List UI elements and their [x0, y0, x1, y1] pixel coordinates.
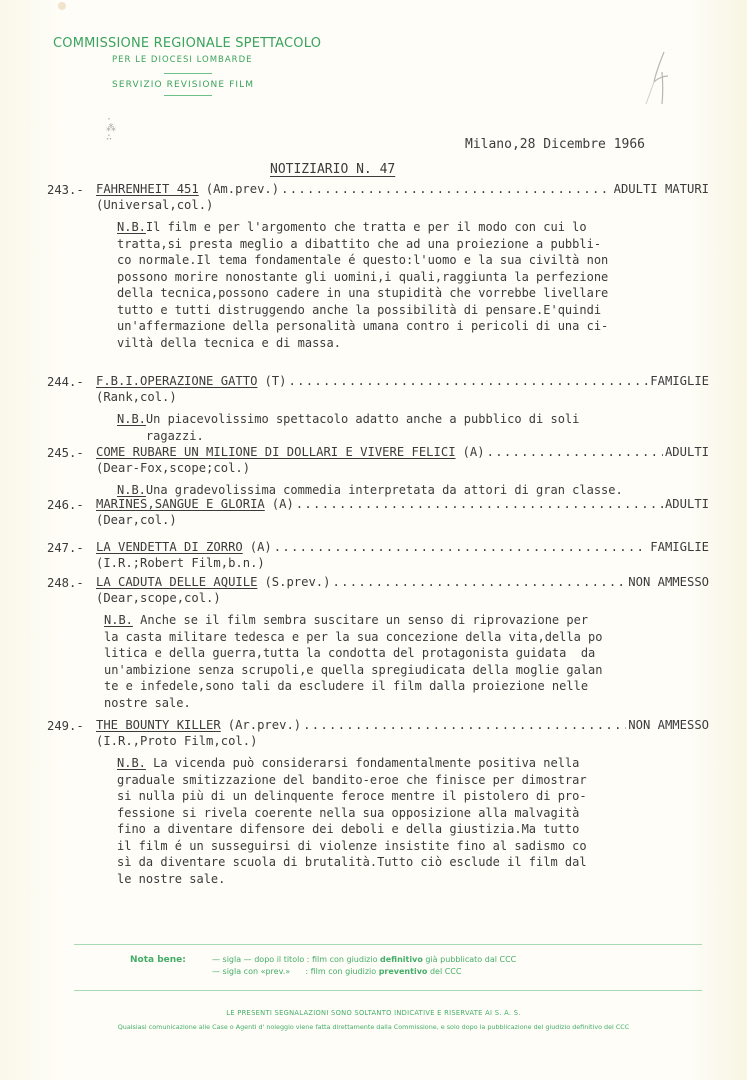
nb-line: litica e della guerra,tutta la condotta del protagonista guidata da — [104, 646, 596, 660]
classification-tag: (A) — [462, 445, 485, 459]
film-title: LA VENDETTA DI ZORRO — [96, 540, 243, 554]
footer-notice: LE PRESENTI SEGNALAZIONI SONO SOLTANTO INDICATIVE E RISERVATE AI S. A. S. — [226, 1009, 521, 1017]
entry-number: 249.- — [47, 719, 84, 733]
film-rating: ADULTI — [664, 497, 709, 511]
footer-divider — [74, 990, 702, 991]
film-rating: FAMIGLIE — [650, 540, 709, 554]
film-rating: ADULTI — [664, 445, 709, 459]
nb-line: nostre sale. — [104, 695, 191, 710]
nb-line: la casta militare tedesca e per la sua concezione della vita,della po — [104, 629, 603, 644]
nb-line: fessione si rivela coerente nella sua opposizione alla malvagità — [117, 805, 580, 820]
footer-divider — [74, 944, 702, 945]
nb-line: Una gradevolissima commedia interpretata da attori di gran classe. — [145, 483, 623, 497]
nb-line: il film é un susseguirsi di violenze insistite fino al sadismo co — [117, 838, 587, 853]
nb-line: un'affermazione della personalità umana contro i pericoli di una ci- — [117, 319, 609, 333]
film-rating: NON AMMESSO — [628, 718, 709, 732]
nota-bene-line-2 — [212, 967, 461, 976]
film-title: FAHRENHEIT 451 — [96, 182, 199, 196]
paper-stain — [58, 2, 66, 10]
film-title: THE BOUNTY KILLER — [96, 718, 221, 732]
letterhead-divider — [164, 73, 212, 74]
nota-text: del CCC — [427, 967, 462, 976]
nb-line: Il film e per l'argomento che tratta e per il modo con cui lo — [145, 220, 587, 234]
leader-dots — [332, 575, 626, 589]
classification-tag: (Am.prev.) — [205, 182, 280, 196]
nb-label: N.B. — [104, 613, 133, 627]
nota-text: — sigla con «prev.» : film con giudizio — [212, 967, 379, 976]
nota-bene-paragraph — [104, 612, 603, 711]
entry-title-line — [96, 445, 709, 459]
entry-number: 247.- — [47, 541, 84, 555]
footer-disclaimer: Qualsiasi comunicazione alle Case o Agenti d' noleggio viene fatta direttamente dalla Commissione, e solo dopo la pubblicazione del giudizio definitivo del CCC — [117, 1023, 630, 1031]
nb-line: sì da diventare scuola di brutalità.Tutto ciò esclude il film dal — [117, 855, 587, 869]
nb-line: Anche se il film sembra suscitare un senso di riprovazione per — [132, 613, 589, 627]
film-title: MARINES,SANGUE E GLORIA — [96, 497, 265, 511]
entry-number: 245.- — [47, 446, 84, 460]
leader-dots — [487, 445, 663, 459]
entry-title-line — [96, 497, 709, 511]
nota-text: già pubblicato dal CCC — [422, 955, 517, 964]
film-distributor: (Rank,col.) — [96, 390, 177, 404]
nb-label: N.B. — [117, 412, 146, 426]
nb-line: della tecnica,possono cadere in una stupidità che vorrebbe livellare — [117, 286, 609, 300]
nb-line: graduale smitizzazione del bandito-eroe che finisce per dimostrar — [117, 772, 587, 787]
film-title: F.B.I.OPERAZIONE GATTO — [96, 374, 258, 388]
nb-line: le nostre sale. — [117, 871, 226, 886]
letterhead-title: COMMISSIONE REGIONALE SPETTACOLO — [53, 36, 322, 51]
entry-title-line — [96, 575, 709, 589]
film-rating: FAMIGLIE — [650, 374, 709, 388]
leader-dots — [288, 374, 648, 388]
nb-line: ragazzi. — [145, 428, 204, 443]
letterhead-subtitle: PER LE DIOCESI LOMBARDE — [112, 55, 253, 65]
entry-number: 244.- — [47, 375, 84, 389]
nb-label: N.B. — [117, 483, 146, 497]
handwritten-mark-icon — [638, 48, 678, 108]
nb-line: te e infedele,sono tali da escludere il film dalla proiezione nelle — [104, 679, 589, 693]
nb-line: un'ambizione senza scrupoli,e quella spregiudicata della moglie galan — [104, 662, 603, 677]
nb-line: viltà della tecnica e di massa. — [117, 335, 341, 350]
film-title: COME RUBARE UN MILIONE DI DOLLARI E VIVERE FELICI — [96, 445, 456, 459]
leader-dots — [281, 182, 612, 196]
nb-line: possono morire nonostante gli uomini,i quali,raggiunta la perfezione — [117, 269, 609, 284]
classification-tag: (Ar.prev.) — [227, 718, 302, 732]
nb-line: fino a diventare difensore dei deboli e della giustizia.Ma tutto — [117, 822, 580, 836]
nb-line: co normale.Il tema fondamentale é questo:l'uomo e la sua civiltà non — [117, 253, 609, 267]
film-distributor: (I.R.;Robert Film,b.n.) — [96, 556, 265, 570]
nb-line: tutto e tutti distruggendo anche la possibilità di pensare.E'quindi — [117, 302, 602, 317]
film-distributor: (Dear,col.) — [96, 513, 177, 527]
leader-dots — [296, 497, 663, 511]
nb-label: N.B. — [117, 220, 146, 234]
nota-bene-line-1 — [212, 955, 516, 964]
classification-tag: (S.prev.) — [264, 575, 331, 589]
film-distributor: (I.R.,Proto Film,col.) — [96, 734, 258, 748]
nota-text: — sigla — dopo il titolo : film con giudizio — [212, 955, 381, 964]
nb-line: si nulla più di un delinquente feroce mentre il pistolero di pro- — [117, 789, 587, 803]
entry-title-line — [96, 374, 709, 388]
nb-line: tratta,si presta meglio a dibattito che ad una proiezione a pubbli- — [117, 236, 602, 251]
nb-line: La vicenda può considerarsi fondamentalmente positiva nella — [145, 756, 580, 770]
leader-dots — [303, 718, 626, 732]
nota-bene-paragraph — [117, 755, 587, 887]
entry-number: 243.- — [47, 183, 84, 197]
stamp-mark: · ⁂ ∴ — [106, 114, 116, 143]
document-date: Milano,28 Dicembre 1966 — [465, 137, 646, 152]
nb-line: Un piacevolissimo spettacolo adatto anche a pubblico di soli — [145, 412, 580, 426]
entry-title-line — [96, 718, 709, 732]
nota-bene-paragraph — [117, 219, 608, 351]
classification-tag: (T) — [264, 374, 287, 388]
entry-title-line — [96, 182, 709, 196]
bulletin-heading: NOTIZIARIO N. 47 — [270, 162, 396, 177]
letterhead-divider — [164, 95, 212, 96]
film-distributor: (Dear,scope,col.) — [96, 591, 221, 605]
entry-title-line — [96, 540, 709, 554]
film-distributor: (Universal,col.) — [96, 198, 214, 212]
classification-tag: (A) — [249, 540, 272, 554]
nota-bene-label: Nota bene: — [130, 955, 186, 965]
letterhead-service: SERVIZIO REVISIONE FILM — [112, 80, 255, 90]
nb-label: N.B. — [117, 756, 146, 770]
film-distributor: (Dear-Fox,scope;col.) — [96, 461, 251, 475]
entry-number: 248.- — [47, 576, 84, 590]
leader-dots — [274, 540, 649, 554]
nota-emphasis: definitivo — [380, 955, 423, 964]
nota-bene-paragraph — [117, 411, 579, 444]
film-rating: ADULTI MATURI — [613, 182, 709, 196]
entry-number: 246.- — [47, 498, 84, 512]
nota-emphasis: preventivo — [378, 967, 428, 976]
film-title: LA CADUTA DELLE AQUILE — [96, 575, 258, 589]
classification-tag: (A) — [271, 497, 294, 511]
film-rating: NON AMMESSO — [628, 575, 709, 589]
